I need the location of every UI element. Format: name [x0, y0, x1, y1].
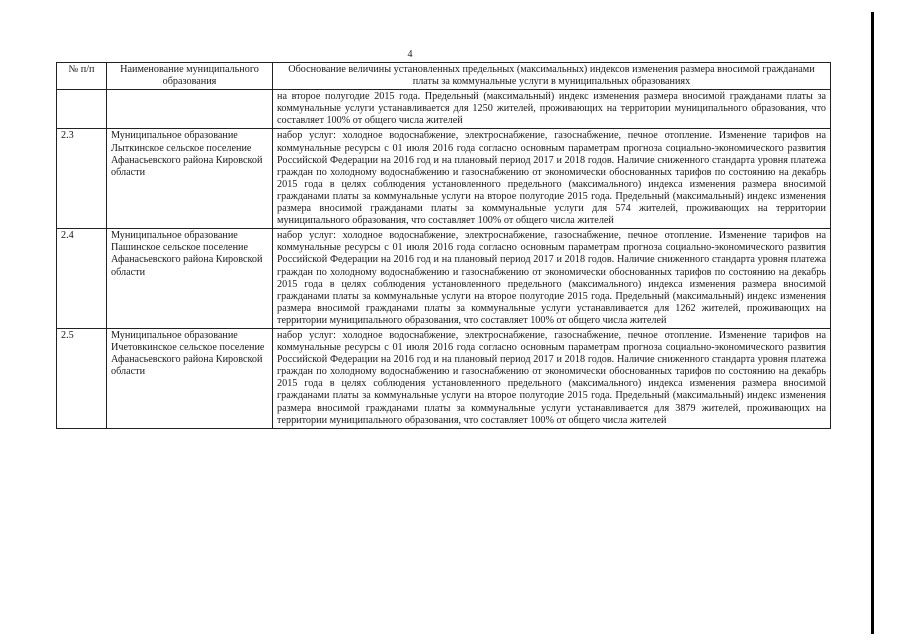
cell-num: 2.5	[57, 328, 107, 428]
table-header-row	[57, 63, 831, 90]
cell-basis-text: набор услуг: холодное водоснабжение, электроснабжение, газоснабжение, печное отопление. Изменение тарифов на коммунальные ресурсы с 01 июля 2016 года согласно основным параметрам прогноза социально-экономического развития Российской Федерации на 2016 год и на плановый период 2017 и 2018 годов. Наличие сниженного стандарта уровня платежа граждан по холодному водоснабжению и газоснабжению от экономически обоснованных тарифов по состоянию на декабрь 2015 года в целях соблюдения установленного предельного (максимального) индекса изменения размера вносимой гражданами платы за коммунальные услуги на второе полугодие 2015 года. Предельный (максимальный) индекс изменения размера вносимой гражданами платы за коммунальные услуги для 574 жителей, проживающих на территории муниципального образования, что составляет 100% от общего числа жителей	[273, 129, 831, 229]
scan-edge-bar	[871, 12, 874, 634]
page-number: 4	[407, 49, 413, 60]
cell-continuation-text: на второе полугодие 2015 года. Предельный (максимальный) индекс изменения размера вносимой гражданами платы за коммунальные услуги устанавливается для 1250 жителей, проживающих на территории муниципального образования, что составляет 100% от общего числа жителей	[273, 90, 831, 129]
table-row	[57, 129, 831, 229]
table-row-continuation	[57, 90, 831, 129]
header-num: № п/п	[57, 63, 107, 90]
cell-basis-text: набор услуг: холодное водоснабжение, электроснабжение, газоснабжение, печное отопление. Изменение тарифов на коммунальные ресурсы с 01 июля 2016 года согласно основным параметрам прогноза социально-экономического развития Российской Федерации на 2016 год и на плановый период 2017 и 2018 годов. Наличие сниженного стандарта уровня платежа граждан по холодному водоснабжению и газоснабжению от экономически обоснованных тарифов по состоянию на декабрь 2015 года в целях соблюдения установленного предельного (максимального) индекса изменения размера вносимой гражданами платы за коммунальные услуги на второе полугодие 2015 года. Предельный (максимальный) индекс изменения размера вносимой гражданами платы за коммунальные услуги устанавливается для 3879 жителей, проживающих на территории муниципального образования, что составляет 100% от общего числа жителей	[273, 328, 831, 428]
cell-num-empty	[57, 90, 107, 129]
table-row	[57, 328, 831, 428]
cell-municipality-name: Муниципальное образование Лыткинское сельское поселение Афанасьевского района Кировской области	[107, 129, 273, 229]
tariff-index-table	[56, 62, 831, 429]
header-basis: Обоснование величины установленных предельных (максимальных) индексов изменения размера вносимой гражданами платы за коммунальные услуги в муниципальных образованиях	[273, 63, 831, 90]
header-name: Наименование муниципального образования	[107, 63, 273, 90]
cell-basis-text: набор услуг: холодное водоснабжение, электроснабжение, газоснабжение, печное отопление. Изменение тарифов на коммунальные ресурсы с 01 июля 2016 года согласно основным параметрам прогноза социально-экономического развития Российской Федерации на 2016 год и на плановый период 2017 и 2018 годов. Наличие сниженного стандарта уровня платежа граждан по холодному водоснабжению и газоснабжению от экономически обоснованных тарифов по состоянию на декабрь 2015 года в целях соблюдения установленного предельного (максимального) индекса изменения размера вносимой гражданами платы за коммунальные услуги на второе полугодие 2015 года. Предельный (максимальный) индекс изменения размера вносимой гражданами платы за коммунальные услуги устанавливается для 1262 жителей, проживающих на территории муниципального образования, что составляет 100% от общего числа жителей	[273, 229, 831, 329]
cell-num: 2.3	[57, 129, 107, 229]
cell-municipality-name: Муниципальное образование Ичетовкинское сельское поселение Афанасьевского района Кировской области	[107, 328, 273, 428]
table-row	[57, 229, 831, 329]
cell-num: 2.4	[57, 229, 107, 329]
cell-name-empty	[107, 90, 273, 129]
cell-municipality-name: Муниципальное образование Пашинское сельское поселение Афанасьевского района Кировской области	[107, 229, 273, 329]
